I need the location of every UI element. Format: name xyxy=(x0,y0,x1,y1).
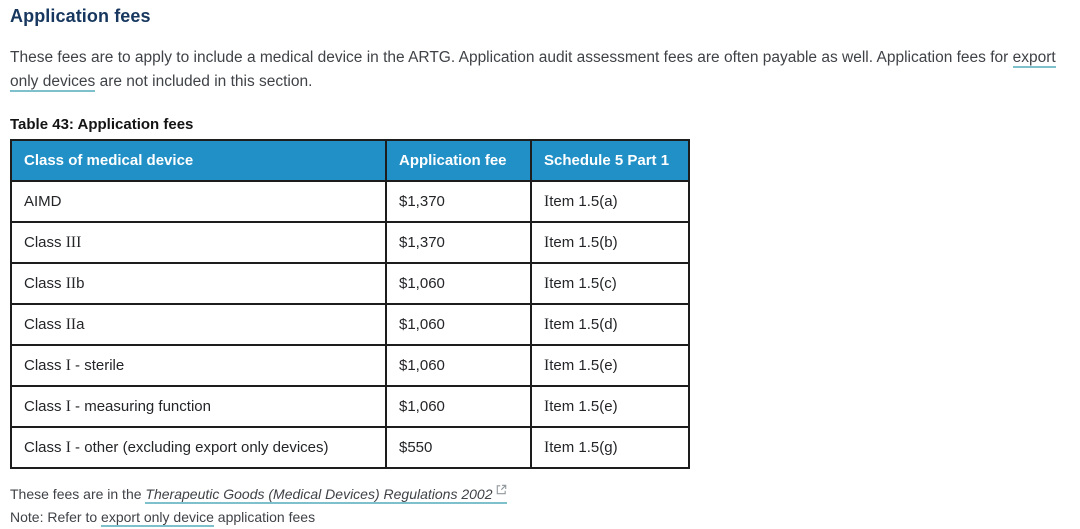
class-cell: AIMD xyxy=(11,181,386,222)
regulations-link-text: Therapeutic Goods (Medical Devices) Regulations 2002 xyxy=(145,486,493,502)
table-row xyxy=(11,386,689,427)
table-header-row xyxy=(11,140,689,181)
schedule-cell: Item 1.5(a) xyxy=(531,181,689,222)
intro-paragraph xyxy=(10,46,1070,94)
column-header-schedule: Schedule 5 Part 1 xyxy=(531,140,689,181)
class-cell: Class I - sterile xyxy=(11,345,386,386)
fee-cell: $1,370 xyxy=(386,222,531,263)
page-title: Application fees xyxy=(10,6,151,26)
fee-cell: $1,370 xyxy=(386,181,531,222)
table-row xyxy=(11,345,689,386)
footnote-note-pre: Note: Refer to xyxy=(10,509,102,525)
class-cell: Class I - other (excluding export only devices) xyxy=(11,427,386,468)
intro-text-pre: These fees are to apply to include a medical device in the ARTG. Application audit assessment fees are often payable as well. Application fees for xyxy=(10,49,1013,66)
footnote-note-post: application fees xyxy=(213,509,316,525)
export-only-devices-link[interactable]: export only devices xyxy=(10,49,1056,90)
schedule-cell: Item 1.5(c) xyxy=(531,263,689,304)
table-body xyxy=(11,181,689,468)
table-row xyxy=(11,263,689,304)
intro-text-post: are not included in this section. xyxy=(95,73,313,90)
table-row xyxy=(11,427,689,468)
table-row xyxy=(11,304,689,345)
column-header-class: Class of medical device xyxy=(11,140,386,181)
footnote-regulations-pre: These fees are in the xyxy=(10,486,146,502)
fee-cell: $1,060 xyxy=(386,345,531,386)
class-cell: Class I - measuring function xyxy=(11,386,386,427)
schedule-cell: Item 1.5(e) xyxy=(531,345,689,386)
schedule-cell: Item 1.5(e) xyxy=(531,386,689,427)
fee-cell: $1,060 xyxy=(386,304,531,345)
fee-cell: $1,060 xyxy=(386,386,531,427)
footnotes xyxy=(10,479,1070,529)
class-cell: Class IIa xyxy=(11,304,386,345)
column-header-fee: Application fee xyxy=(386,140,531,181)
class-cell: Class IIb xyxy=(11,263,386,304)
external-link-icon xyxy=(496,479,507,502)
class-cell: Class III xyxy=(11,222,386,263)
regulations-link[interactable] xyxy=(145,486,506,504)
fee-cell: $1,060 xyxy=(386,263,531,304)
application-fees-table xyxy=(10,139,690,469)
schedule-cell: Item 1.5(b) xyxy=(531,222,689,263)
footnote-regulations xyxy=(10,479,1070,506)
fee-cell: $550 xyxy=(386,427,531,468)
table-row xyxy=(11,222,689,263)
export-only-device-link[interactable]: export only device xyxy=(101,509,214,525)
schedule-cell: Item 1.5(d) xyxy=(531,304,689,345)
table-caption: Table 43: Application fees xyxy=(10,116,194,133)
schedule-cell: Item 1.5(g) xyxy=(531,427,689,468)
table-row xyxy=(11,181,689,222)
